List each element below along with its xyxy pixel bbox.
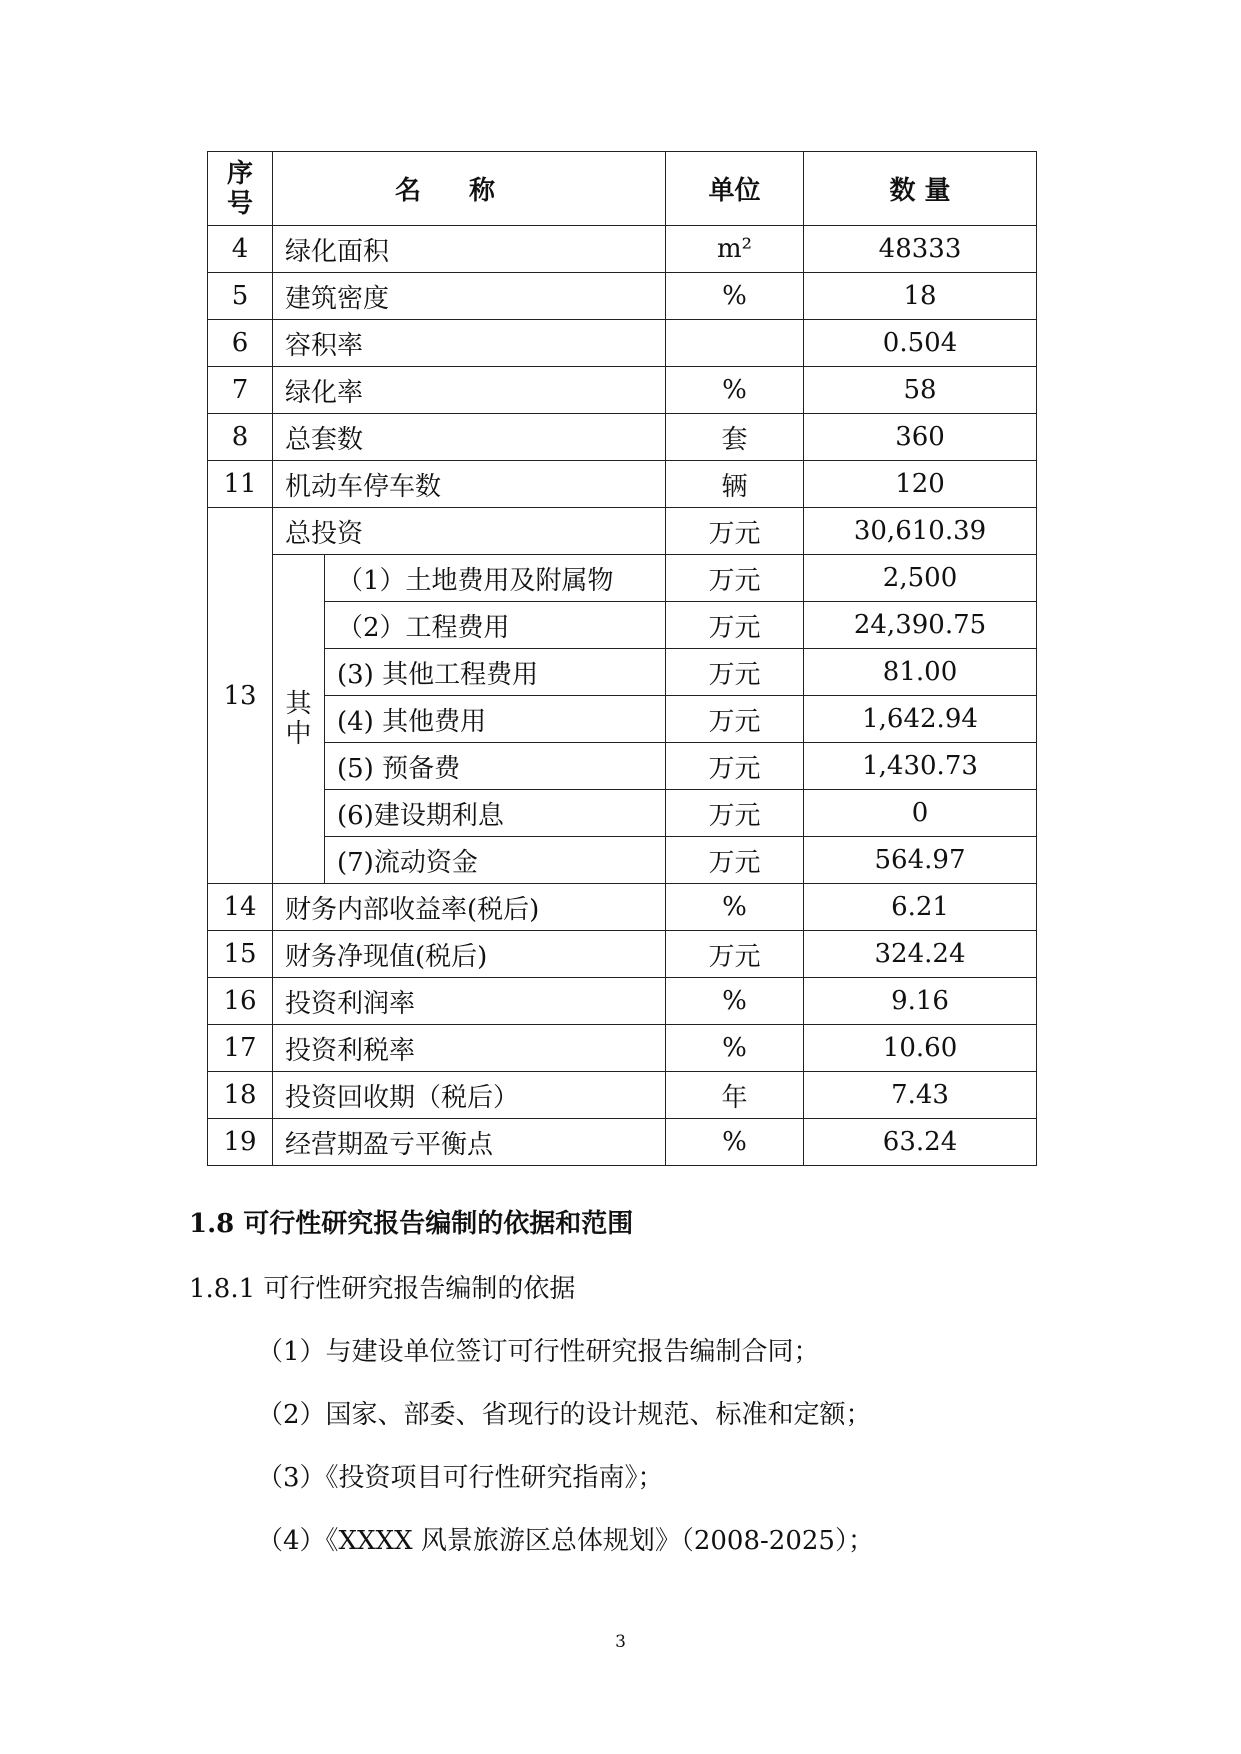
- row-name: 投资回收期（税后）: [273, 1072, 666, 1119]
- basis-item: （4）《XXXX 风景旅游区总体规划》（2008-2025）；: [257, 1526, 874, 1556]
- basis-item: （2）国家、部委、省现行的设计规范、标准和定额；: [257, 1400, 872, 1430]
- header-unit: 单位: [666, 152, 804, 226]
- sub-group-label-char2: 中: [285, 719, 312, 749]
- row-value: 30,610.39: [804, 508, 1037, 555]
- row-name: 建筑密度: [273, 273, 666, 320]
- header-name: [273, 152, 666, 226]
- sub-row-value: 564.97: [804, 837, 1037, 884]
- row-name: 总套数: [273, 414, 666, 461]
- row-name: 绿化面积: [273, 226, 666, 273]
- page-number: 3: [615, 1632, 626, 1652]
- row-name: 机动车停车数: [273, 461, 666, 508]
- row-name: 财务内部收益率(税后): [273, 884, 666, 931]
- row-unit: [666, 320, 804, 367]
- row-name: 投资利税率: [273, 1025, 666, 1072]
- row-number: 5: [208, 273, 273, 320]
- row-value: 6.21: [804, 884, 1037, 931]
- row-unit: 套: [666, 414, 804, 461]
- basis-item: （3）《投资项目可行性研究指南》；: [257, 1463, 664, 1493]
- row-value: 0.504: [804, 320, 1037, 367]
- sub-row-name: （2）工程费用: [325, 602, 666, 649]
- row-number: 15: [208, 931, 273, 978]
- table-row: [208, 931, 1037, 978]
- row-name: 经营期盈亏平衡点: [273, 1119, 666, 1166]
- row-unit: 年: [666, 1072, 804, 1119]
- row-value: 58: [804, 367, 1037, 414]
- table-row: [208, 884, 1037, 931]
- row-number: 7: [208, 367, 273, 414]
- row-unit: 辆: [666, 461, 804, 508]
- table-row: [208, 320, 1037, 367]
- sub-row-value: 2,500: [804, 555, 1037, 602]
- project-indicator-table: [207, 151, 1037, 1166]
- row-unit: %: [666, 978, 804, 1025]
- table-header-row: [208, 152, 1037, 226]
- row-name: 总投资: [273, 508, 666, 555]
- row-unit: 万元: [666, 508, 804, 555]
- row-unit: %: [666, 884, 804, 931]
- row-number: 4: [208, 226, 273, 273]
- row-value: 360: [804, 414, 1037, 461]
- table-sub-row: [208, 837, 1037, 884]
- row-number: 14: [208, 884, 273, 931]
- row-value: 48333: [804, 226, 1037, 273]
- row-value: 63.24: [804, 1119, 1037, 1166]
- sub-row-value: 81.00: [804, 649, 1037, 696]
- row-unit: 万元: [666, 931, 804, 978]
- section-subheading: 1.8.1 可行性研究报告编制的依据: [189, 1274, 576, 1304]
- sub-row-unit: 万元: [666, 790, 804, 837]
- table-sub-row: [208, 696, 1037, 743]
- row-unit: %: [666, 273, 804, 320]
- sub-row-value: 1,642.94: [804, 696, 1037, 743]
- row-number: 11: [208, 461, 273, 508]
- row-value: 7.43: [804, 1072, 1037, 1119]
- section-heading: 1.8 可行性研究报告编制的依据和范围: [189, 1209, 634, 1239]
- sub-row-unit: 万元: [666, 602, 804, 649]
- row-unit: %: [666, 1119, 804, 1166]
- row-value: 324.24: [804, 931, 1037, 978]
- sub-row-unit: 万元: [666, 837, 804, 884]
- sub-row-name: （1）土地费用及附属物: [325, 555, 666, 602]
- sub-row-name: (7)流动资金: [325, 837, 666, 884]
- row-unit: %: [666, 1025, 804, 1072]
- row-number: 17: [208, 1025, 273, 1072]
- table-sub-row: [208, 555, 1037, 602]
- sub-row-name: (4) 其他费用: [325, 696, 666, 743]
- header-seq: [208, 152, 273, 226]
- table-row: [208, 226, 1037, 273]
- row-number: 19: [208, 1119, 273, 1166]
- row-unit: m²: [666, 226, 804, 273]
- sub-row-unit: 万元: [666, 743, 804, 790]
- sub-row-unit: 万元: [666, 649, 804, 696]
- table-row: [208, 273, 1037, 320]
- row-name: 财务净现值(税后): [273, 931, 666, 978]
- row-name: 投资利润率: [273, 978, 666, 1025]
- table-sub-row: [208, 602, 1037, 649]
- table-row: [208, 367, 1037, 414]
- row-unit: %: [666, 367, 804, 414]
- header-name-text: 名称: [395, 176, 544, 206]
- table-row: [208, 414, 1037, 461]
- sub-row-name: (6)建设期利息: [325, 790, 666, 837]
- header-qty: 数 量: [804, 152, 1037, 226]
- row-number: 13: [208, 508, 273, 884]
- header-seq-char1: 序: [226, 158, 253, 189]
- sub-row-unit: 万元: [666, 696, 804, 743]
- sub-row-value: 1,430.73: [804, 743, 1037, 790]
- row-value: 9.16: [804, 978, 1037, 1025]
- table-sub-row: [208, 790, 1037, 837]
- table-row: [208, 508, 1037, 555]
- row-value: 18: [804, 273, 1037, 320]
- sub-row-name: (3) 其他工程费用: [325, 649, 666, 696]
- row-number: 6: [208, 320, 273, 367]
- table-sub-row: [208, 743, 1037, 790]
- table-row: [208, 1025, 1037, 1072]
- table-row: [208, 461, 1037, 508]
- row-name: 容积率: [273, 320, 666, 367]
- header-seq-char2: 号: [226, 188, 253, 219]
- row-name: 绿化率: [273, 367, 666, 414]
- table-row: [208, 1072, 1037, 1119]
- sub-row-value: 0: [804, 790, 1037, 837]
- basis-item: （1）与建设单位签订可行性研究报告编制合同；: [257, 1337, 820, 1367]
- sub-row-value: 24,390.75: [804, 602, 1037, 649]
- table-row: [208, 978, 1037, 1025]
- sub-group-label: [273, 555, 325, 884]
- row-number: 8: [208, 414, 273, 461]
- sub-group-label-char1: 其: [285, 689, 312, 719]
- row-number: 18: [208, 1072, 273, 1119]
- row-value: 10.60: [804, 1025, 1037, 1072]
- sub-row-name: (5) 预备费: [325, 743, 666, 790]
- row-number: 16: [208, 978, 273, 1025]
- row-value: 120: [804, 461, 1037, 508]
- table-sub-row: [208, 649, 1037, 696]
- sub-row-unit: 万元: [666, 555, 804, 602]
- table-row: [208, 1119, 1037, 1166]
